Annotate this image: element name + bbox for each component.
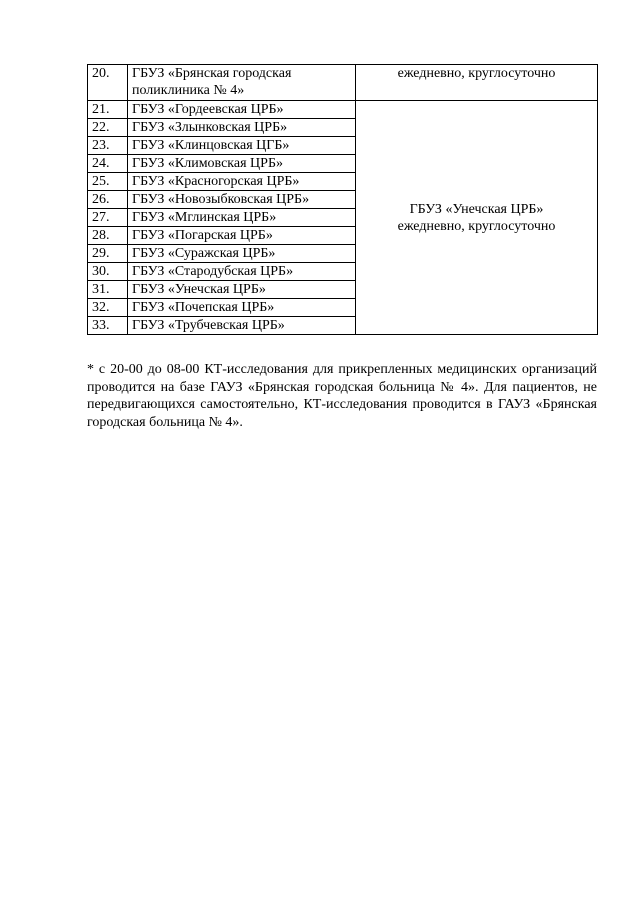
organization-name: ГБУЗ «Унечская ЦРБ» xyxy=(128,281,356,299)
schedule-cell: ежедневно, круглосуточно xyxy=(356,65,598,101)
row-number: 25. xyxy=(88,173,128,191)
organization-name: ГБУЗ «Погарская ЦРБ» xyxy=(128,227,356,245)
row-number: 20. xyxy=(88,65,128,101)
row-number: 22. xyxy=(88,119,128,137)
merged-schedule-cell xyxy=(356,101,598,335)
row-number: 31. xyxy=(88,281,128,299)
table-row xyxy=(88,65,598,101)
organization-name: ГБУЗ «Мглинская ЦРБ» xyxy=(128,209,356,227)
row-number: 26. xyxy=(88,191,128,209)
row-number: 30. xyxy=(88,263,128,281)
row-number: 29. xyxy=(88,245,128,263)
schedule-table xyxy=(87,64,598,335)
row-number: 27. xyxy=(88,209,128,227)
row-number: 23. xyxy=(88,137,128,155)
organization-name: ГБУЗ «Злынковская ЦРБ» xyxy=(128,119,356,137)
footnote: * с 20-00 до 08-00 КТ-исследования для прикрепленных медицинских организаций проводится на базе ГАУЗ «Брянская городская больница № 4». Для пациентов, не передвигающихся самостоятельно, КТ-исследования проводится в ГАУЗ «Брянская городская больница № 4». xyxy=(87,362,597,430)
row-number: 28. xyxy=(88,227,128,245)
organization-name: ГБУЗ «Климовская ЦРБ» xyxy=(128,155,356,173)
organization-name: ГБУЗ «Гордеевская ЦРБ» xyxy=(128,101,356,119)
row-number: 32. xyxy=(88,299,128,317)
organization-name: ГБУЗ «Почепская ЦРБ» xyxy=(128,299,356,317)
organization-name: ГБУЗ «Брянская городская поликлиника № 4» xyxy=(128,65,356,101)
schedule-facility: ГБУЗ «Унечская ЦРБ» xyxy=(409,201,544,217)
organization-name: ГБУЗ «Клинцовская ЦГБ» xyxy=(128,137,356,155)
organization-name: ГБУЗ «Трубчевская ЦРБ» xyxy=(128,317,356,335)
row-number: 24. xyxy=(88,155,128,173)
table-row xyxy=(88,101,598,119)
organization-name: ГБУЗ «Новозыбковская ЦРБ» xyxy=(128,191,356,209)
row-number: 33. xyxy=(88,317,128,335)
organization-name: ГБУЗ «Стародубская ЦРБ» xyxy=(128,263,356,281)
schedule-hours: ежедневно, круглосуточно xyxy=(397,218,556,234)
organization-name: ГБУЗ «Суражская ЦРБ» xyxy=(128,245,356,263)
organization-name: ГБУЗ «Красногорская ЦРБ» xyxy=(128,173,356,191)
row-number: 21. xyxy=(88,101,128,119)
